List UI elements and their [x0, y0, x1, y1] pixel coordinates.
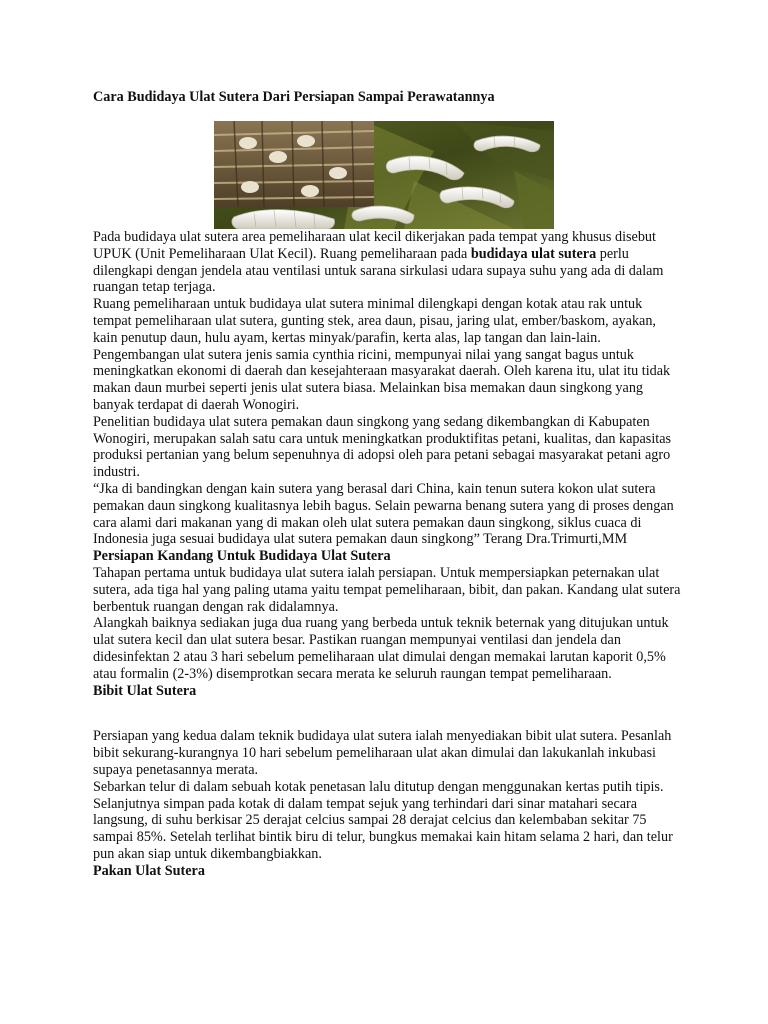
- keyword-link: budidaya ulat sutera: [470, 245, 597, 262]
- paragraph-6: Tahapan pertama untuk budidaya ulat sutera ialah persiapan. Untuk mempersiapkan peternakan ulat sutera, ada tiga hal yang paling utama yaitu tempat pemeliharaan, bibit, dan pakan. Kandang ulat sutera berbentuk ruangan dengan rak didalamnya.: [93, 564, 681, 615]
- paragraph-1: [93, 229, 683, 296]
- silkworm-photo: [214, 121, 554, 229]
- document-title: Cara Budidaya Ulat Sutera Dari Persiapan Sampai Perawatannya: [93, 89, 495, 105]
- paragraph-1-text-after: perlu dilengkapi dengan jendela atau ventilasi untuk sarana sirkulasi udara supaya suhu yang ada di dalam ruangan tetap terjaga.: [93, 245, 664, 296]
- paragraph-2: Ruang pemeliharaan untuk budidaya ulat sutera minimal dilengkapi dengan kotak atau rak untuk tempat pemeliharaan ulat sutera, gunting stek, area daun, pisau, jaring ulat, ember/baskom, ayakan, kain penutup daun, hulu ayam, kertas minyak/parafin, kerta alas, lap tangan dan lain-lain.: [93, 296, 656, 346]
- section-heading-kandang: Persiapan Kandang Untuk Budidaya Ulat Sutera: [93, 548, 391, 565]
- paragraph-7: Alangkah baiknya sediakan juga dua ruang yang berbeda untuk teknik beternak yang ditujukan untuk ulat sutera kecil dan ulat sutera besar. Pastikan ruangan mempunyai ventilasi dan jendela dan didesinfektan 2 atau 3 hari sebelum pemeliharaan ulat dimulai dengan memakai larutan kaporit 0,5% atau formalin (2-3%) disemprotkan secara merata ke seluruh raungan tempat pemeliharaan.: [93, 615, 669, 682]
- paragraph-8: Persiapan yang kedua dalam teknik budidaya ulat sutera ialah menyediakan bibit ulat sutera. Pesanlah bibit sekurang-kurangnya 10 hari sebelum pemeliharaan ulat akan dimulai dan lakukanlah inkubasi supaya penetasannya merata.: [93, 728, 672, 778]
- blank-line: [93, 699, 683, 728]
- paragraph-4: Penelitian budidaya ulat sutera pemakan daun singkong yang sedang dikembangkan di Kabupaten Wonogiri, merupakan salah satu cara untuk meningkatkan produktifitas petani, kualitas, dan kapasitas produksi pertanian yang belum sepenuhnya di adopsi oleh para petani sebagai masyarakat petani agro industri.: [93, 413, 672, 481]
- paragraph-1-text: Pada budidaya ulat sutera area pemeliharaan ulat kecil dikerjakan pada tempat yang khusus disebut UPUK (Unit Pemeliharaan Ulat Kecil). Ruang pemeliharaan pada: [93, 229, 656, 262]
- paragraph-9: Sebarkan telur di dalam sebuah kotak penetasan lalu ditutup dengan menggunakan kertas putih tipis. Selanjutnya simpan pada kotak di dalam tempat sejuk yang terhindari dari sinar matahari secara langsung, di suhu berkisar 25 derajat celcius sampai 28 derajat celcius dan kelembaban sekitar 75 sampai 85%. Setelah terlihat bintik biru di telur, bungkus memakai kain hitam selama 2 hari, dan telur pun akan siap untuk dikembangbiakkan.: [93, 778, 673, 862]
- section-heading-pakan: Pakan Ulat Sutera: [93, 862, 205, 879]
- article-body: [93, 229, 683, 879]
- paragraph-3: Pengembangan ulat sutera jenis samia cynthia ricini, mempunyai nilai yang sangat bagus untuk meningkatkan ekonomi di daerah dan kesejahteraan masyarakat daerah. Oleh karena itu, ulat itu tidak makan daun murbei seperti jenis ulat sutera biasa. Melainkan bisa memakan daun singkong yang banyak terdapat di daerah Wonogiri.: [93, 346, 671, 413]
- section-heading-bibit: Bibit Ulat Sutera: [93, 682, 197, 699]
- paragraph-5: “Jka di bandingkan dengan kain sutera yang berasal dari China, kain tenun sutera kokon ulat sutera pemakan daun singkong kualitasnya lebih bagus. Selain pewarna benang sutera yang di proses dengan cara alami dari makanan yang di makan oleh ulat sutera pemakan daun singkong, siklus cuaca di Indonesia juga sesuai budidaya ulat sutera pemakan daun singkong” Terang Dra.Trimurti,MM: [93, 480, 674, 548]
